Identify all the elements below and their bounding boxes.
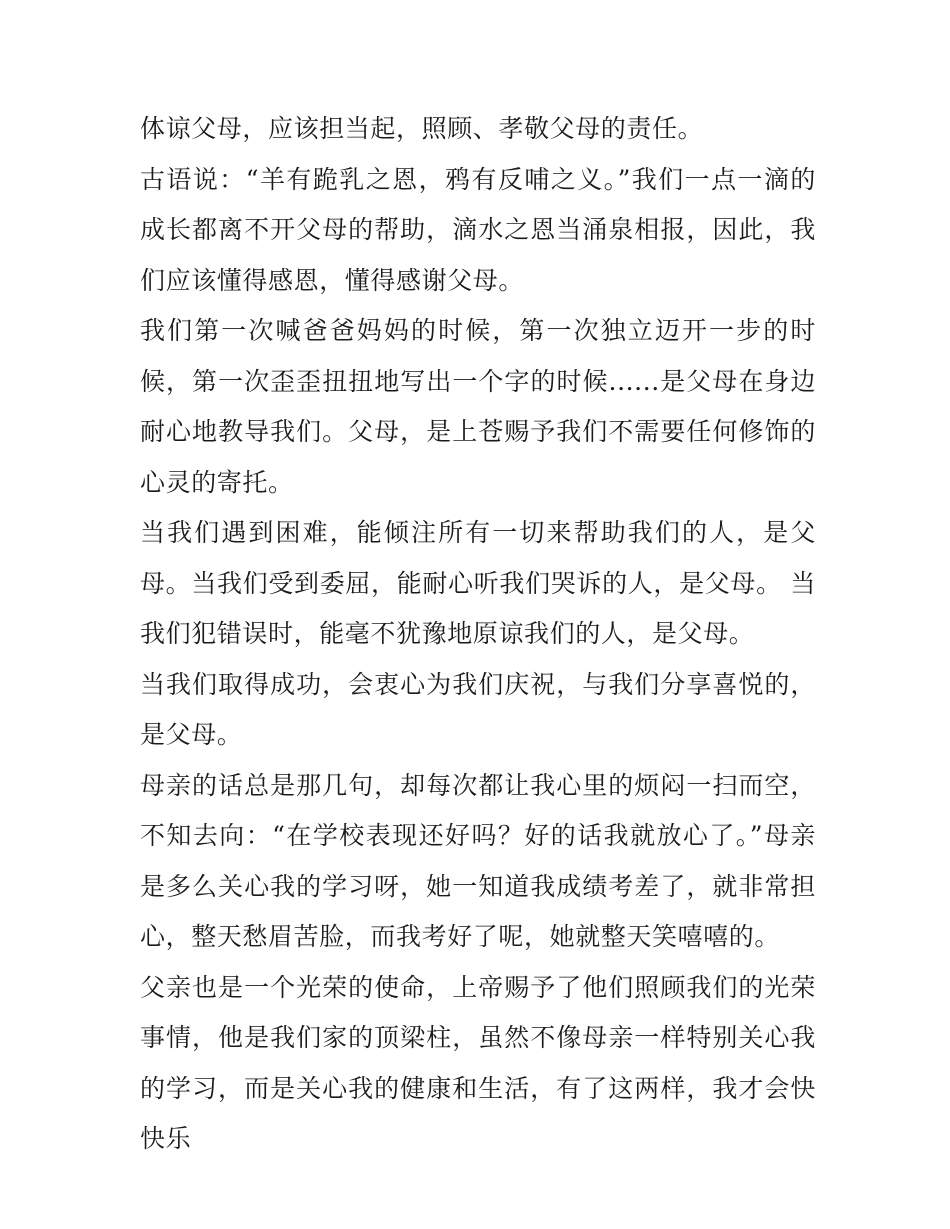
paragraph: 当我们遇到困难，能倾注所有一切来帮助我们的人，是父母。当我们受到委屈，能耐心听我们哭诉的人，是父母。 当我们犯错误时，能毫不犹豫地原谅我们的人，是父母。 <box>140 518 816 648</box>
paragraph: 体谅父母，应该担当起，照顾、孝敬父母的责任。 <box>140 114 704 143</box>
document-body <box>140 104 816 1165</box>
paragraph: 母亲的话总是那几句，却每次都让我心里的烦闷一扫而空，不知去向：“在学校表现还好吗？好的话我就放心了。”母亲是多么关心我的学习呀，她一知道我成绩考差了，就非常担心，整天愁眉苦脸，而我考好了呢，她就整天笑嘻嘻的。 <box>140 770 816 951</box>
paragraph: 父亲也是一个光荣的使命，上帝赐予了他们照顾我们的光荣事情，他是我们家的顶梁柱，虽然不像母亲一样特别关心我的学习，而是关心我的健康和生活，有了这两样，我才会快快乐 <box>140 972 816 1153</box>
paragraph: 古语说：“羊有跪乳之恩，鸦有反哺之义。”我们一点一滴的成长都离不开父母的帮助，滴水之恩当涌泉相报，因此，我们应该懂得感恩，懂得感谢父母。 <box>140 164 816 295</box>
paragraph: 我们第一次喊爸爸妈妈的时候，第一次独立迈开一步的时候，第一次歪歪扭扭地写出一个字的时候......是父母在身边耐心地教导我们。父母，是上苍赐予我们不需要任何修饰的心灵的寄托。 <box>140 316 816 497</box>
paragraph: 当我们取得成功，会衷心为我们庆祝，与我们分享喜悦的，是父母。 <box>140 669 816 749</box>
